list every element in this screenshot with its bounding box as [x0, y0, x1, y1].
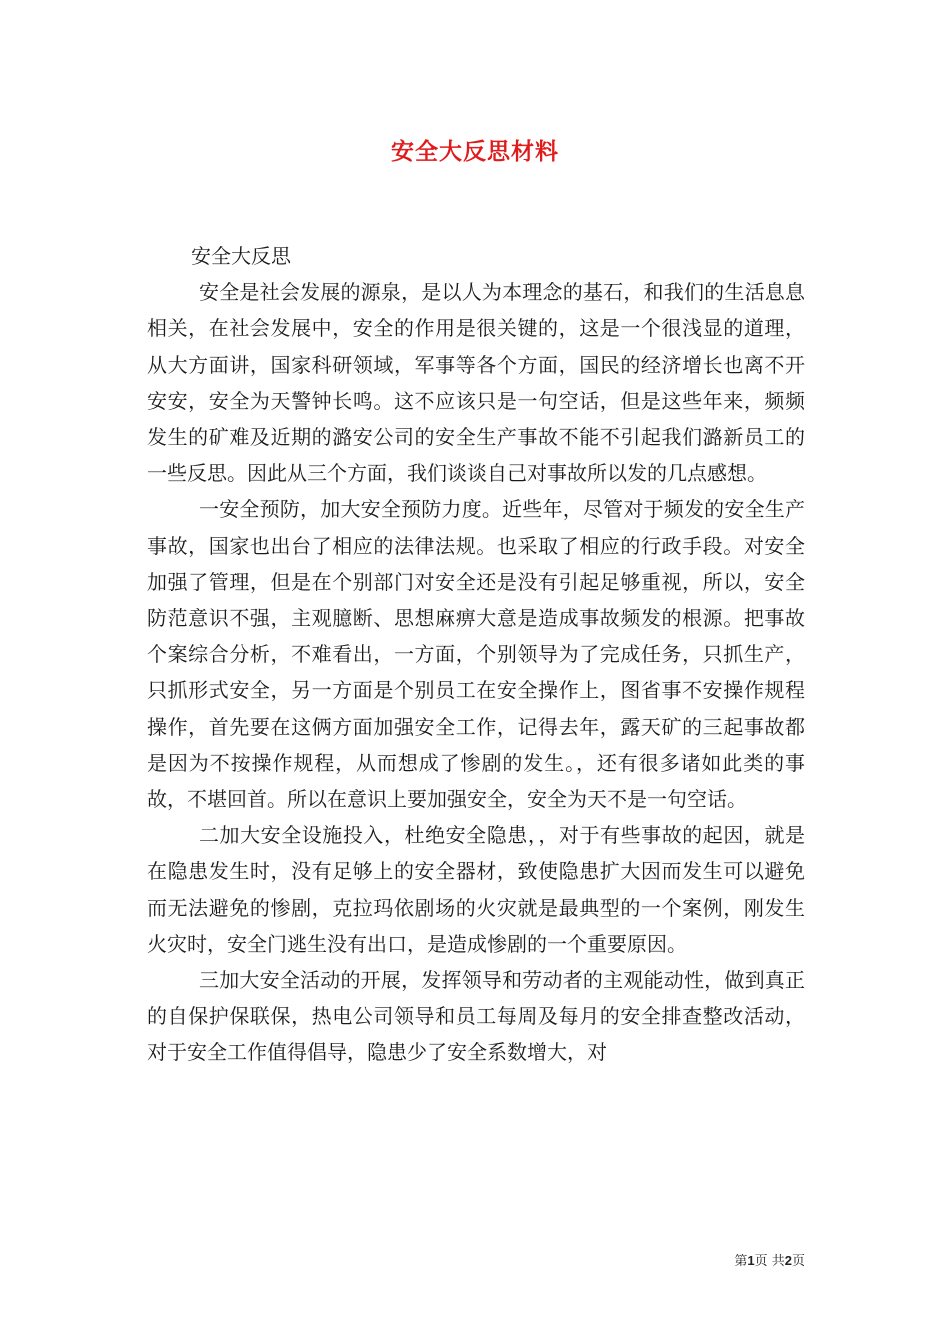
document-title: 安全大反思材料	[391, 138, 559, 165]
document-body	[147, 238, 805, 1071]
footer-total-pages: 2	[784, 1253, 792, 1268]
paragraph-3: 二加大安全设施投入，杜绝安全隐患，，对于有些事故的起因，就是在隐患发生时，没有足够上的安全器材，致使隐患扩大因而发生可以避免而无法避免的惨剧，克拉玛依剧场的火灾就是最典型的一个案例，刚发生火灾时，安全门逃生没有出口，是造成惨剧的一个重要原因。	[147, 823, 805, 956]
paragraph-2: 一安全预防，加大安全预防力度。近些年，尽管对于频发的安全生产事故，国家也出台了相应的法律法规。也采取了相应的行政手段。对安全加强了管理，但是在个别部门对安全还是没有引起足够重视，所以，安全防范意识不强，主观臆断、思想麻痹大意是造成事故频发的根源。把事故个案综合分析，不难看出，一方面，个别领导为了完成任务，只抓生产，只抓形式安全，另一方面是个别员工在安全操作上，图省事不安操作规程操作，首先要在这俩方面加强安全工作，记得去年，露天矿的三起事故都是因为不按操作规程，从而想成了惨剧的发生。，还有很多诸如此类的事故，不堪回首。所以在意识上要加强安全，安全为天不是一句空话。	[147, 497, 805, 812]
paragraph-1: 安全是社会发展的源泉，是以人为本理念的基石，和我们的生活息息相关，在社会发展中，安全的作用是很关键的，这是一个很浅显的道理，从大方面讲，国家科研领域，军事等各个方面，国民的经济增长也离不开安安，安全为天警钟长鸣。这不应该只是一句空话，但是这些年来，频频发生的矿难及近期的潞安公司的安全生产事故不能不引起我们潞新员工的一些反思。因此从三个方面，我们谈谈自己对事故所以发的几点感想。	[147, 280, 805, 486]
page-footer	[734, 1250, 805, 1269]
paragraph-4: 三加大安全活动的开展，发挥领导和劳动者的主观能动性，做到真正的自保护保联保，热电公司领导和员工每周及每月的安全排查整改活动，对于安全工作值得倡导，隐患少了安全系数增大，对	[147, 968, 805, 1065]
footer-suffix: 页	[791, 1254, 805, 1269]
footer-middle: 页 共	[754, 1254, 785, 1269]
document-subheading: 安全大反思	[191, 244, 291, 268]
footer-prefix: 第	[734, 1254, 748, 1269]
footer-current-page: 1	[747, 1253, 755, 1268]
